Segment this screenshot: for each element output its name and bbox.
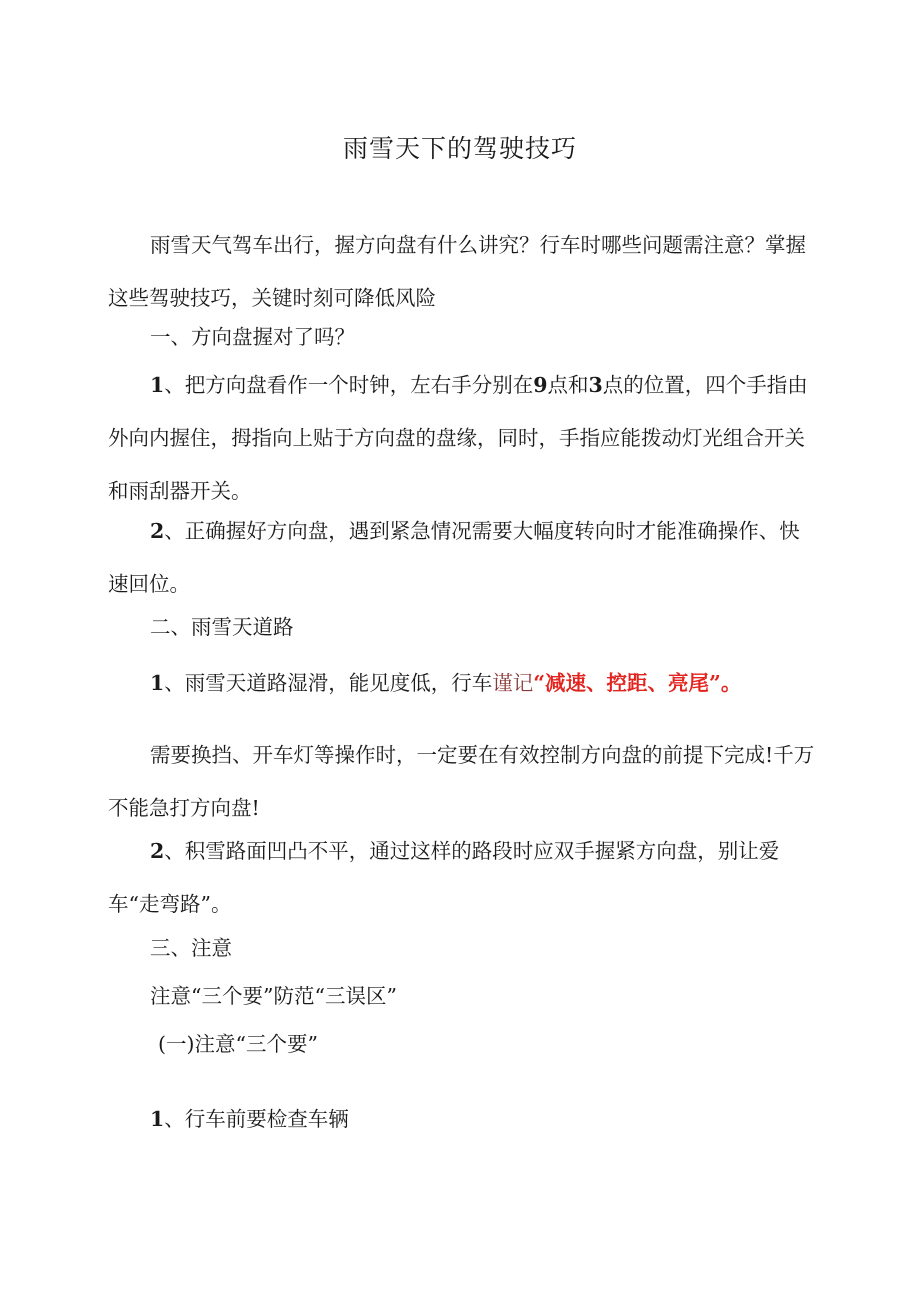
item-text: 点的位置，四个手指由外向内握住，拇指向上贴于方向盘的盘缘，同时，手指应能拨动灯光组合开关和雨刮器开关。 — [108, 373, 808, 503]
item-text: 、行车前要检查车辆 — [164, 1107, 349, 1131]
item-number: 1 — [150, 671, 165, 695]
section2-item2 — [108, 825, 820, 931]
highlight-text: 谨记 — [492, 671, 534, 695]
item-text: 、积雪路面凹凸不平，通过这样的路段时应双手握紧方向盘，别让爱车“走弯路”。 — [108, 839, 780, 916]
page-title: 雨雪天下的驾驶技巧 — [342, 134, 577, 163]
item-number: 2 — [150, 519, 165, 543]
intro-paragraph: 雨雪天气驾车出行，握方向盘有什么讲究？行车时哪些问题需注意？掌握这些驾驶技巧，关键时刻可降低风险 — [108, 233, 806, 310]
section2-note: 需要换挡、开车灯等操作时，一定要在有效控制方向盘的前提下完成!千万不能急打方向盘! — [108, 743, 815, 820]
emphasis-text: “减速、控距、亮尾”。 — [533, 671, 742, 695]
section1-item2 — [108, 505, 820, 611]
item-number: 2 — [150, 839, 165, 863]
section3-line1: 注意“三个要”防范“三误区” — [150, 984, 397, 1008]
item-text: 点和 — [547, 373, 589, 397]
item-text: 、雨雪天道路湿滑，能见度低，行车 — [164, 671, 493, 695]
item-number: 9 — [533, 373, 548, 397]
section2-heading: 二、雨雪天道路 — [150, 615, 294, 639]
section1-heading: 一、方向盘握对了吗？ — [150, 325, 355, 349]
section3-item1 — [108, 1093, 820, 1146]
section2-item1 — [108, 657, 820, 710]
item-text: 、正确握好方向盘，遇到紧急情况需要大幅度转向时才能准确操作、快速回位。 — [108, 519, 800, 596]
section3-line2: (一)注意“三个要” — [158, 1032, 318, 1056]
item-number: 1 — [150, 373, 165, 397]
item-number: 3 — [588, 373, 603, 397]
section1-item1 — [108, 359, 820, 518]
item-number: 1 — [150, 1107, 165, 1131]
section3-heading: 三、注意 — [150, 936, 232, 960]
item-text: 、把方向盘看作一个时钟，左右手分别在 — [164, 373, 534, 397]
